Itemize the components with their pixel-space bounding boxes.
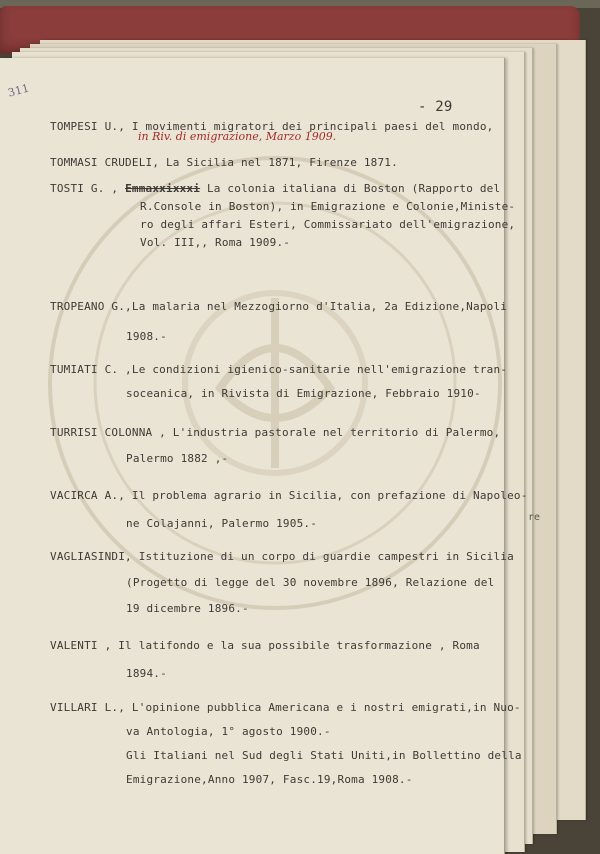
entry-line: TOMPESI U., I movimenti migratori dei principali paesi del mondo, [50,120,494,133]
bibliography-entry [50,292,507,352]
entry-line: TUMIATI C. ,Le condizioni igienico-sanitarie nell'emigrazione tran- [50,363,508,376]
entry-line: VILLARI L., L'opinione pubblica Americana e i nostri emigrati,in Nuo- [50,701,521,714]
bibliography-entry [50,180,515,252]
underlying-page-text-fragment: re [528,512,541,523]
entry-line: TROPEANO G.,La malaria nel Mezzogiorno d'Italia, 2a Edizione,Napoli [50,300,508,313]
entry-line: R.Console in Boston), in Emigrazione e Colonie,Ministe- [140,200,516,213]
entry-line [50,180,515,198]
bibliography-entry [50,420,500,472]
entry-line: Emigrazione,Anno 1907, Fasc.19,Roma 1908.- [126,773,413,786]
entry-line: Vol. III,, Roma 1909.- [140,236,291,249]
margin-note: 311 [6,81,31,100]
bibliography-entry [50,482,528,538]
bibliography-entry [50,154,398,172]
entry-line: VAGLIASINDI, Istituzione di un corpo di guardie campestri in Sicilia [50,550,514,563]
entry-author: TOSTI G. , [50,182,126,195]
entry-line: Palermo 1882 ,- [126,452,229,465]
bibliography-entry [50,632,480,688]
entry-line: Gli Italiani nel Sud degli Stati Uniti,in Bollettino della [126,749,522,762]
bibliography-entry [50,358,507,406]
entry-line: VACIRCA A., Il problema agrario in Sicilia, con prefazione di Napoleo- [50,489,528,502]
document-page [0,58,528,854]
entry-line: soceanica, in Rivista di Emigrazione, Febbraio 1910- [126,387,481,400]
struck-text: Emmaxxixxxi [125,182,201,195]
bibliography-entry [50,696,522,792]
entry-line: ro degli affari Esteri, Commissariato dell'emigrazione, [140,218,516,231]
entry-line: VALENTI , Il latifondo e la sua possibile trasformazione , Roma [50,639,480,652]
entry-line: 1894.- [126,667,167,680]
entry-line: 1908.- [126,330,167,343]
entry-title: La colonia italiana di Boston (Rapporto del [206,182,501,195]
page-number: - 29 [418,99,453,115]
entry-line: TOMMASI CRUDELI, La Sicilia nel 1871, Firenze 1871. [50,156,398,169]
bibliography-entry [50,544,514,622]
entry-line: va Antologia, 1° agosto 1900.- [126,725,331,738]
entry-line: TURRISI COLONNA , L'industria pastorale nel territorio di Palermo, [50,426,501,439]
entry-line: 19 dicembre 1896.- [126,602,249,615]
entry-line: (Progetto di legge del 30 novembre 1896, Relazione del [126,576,495,589]
handwritten-annotation: in Riv. di emigrazione, Marzo 1909. [138,130,337,143]
entry-line: ne Colajanni, Palermo 1905.- [126,517,318,530]
